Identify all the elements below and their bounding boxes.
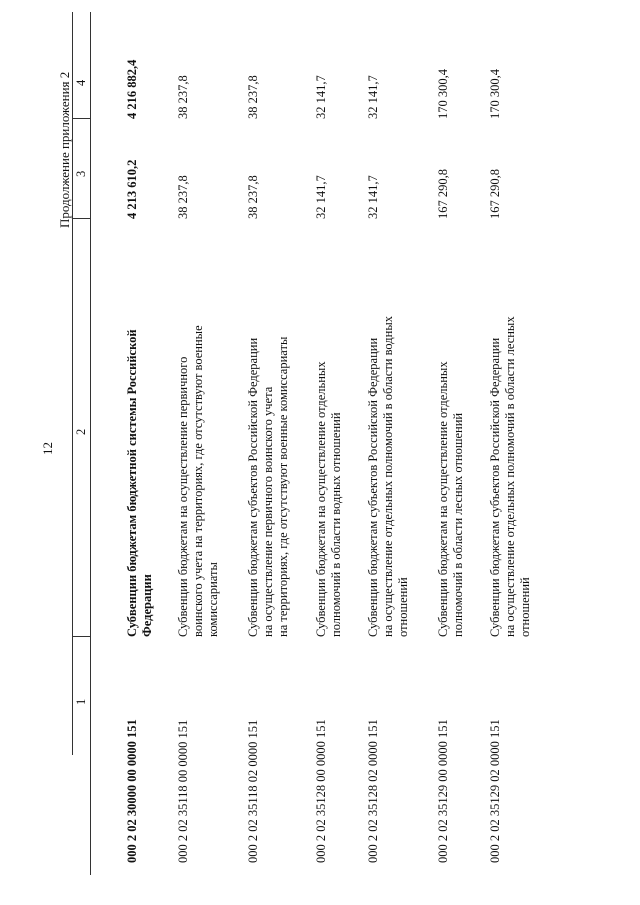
- column-number-2: 2: [74, 428, 88, 435]
- row-value-col4: 170 300,4: [436, 69, 450, 119]
- row-value-col4: 170 300,4: [488, 69, 502, 119]
- row-code: 000 2 02 35128 02 0000 151: [366, 719, 380, 863]
- row-value-col4: 32 141,7: [314, 75, 328, 119]
- row-description: Субвенции бюджетам субъектов Российской Федерации на осуществление первичного воинского учета на территориях, где отсутствуют военные комиссариаты: [246, 336, 290, 637]
- row-code: 000 2 02 35118 00 0000 151: [176, 719, 190, 863]
- row-value-col4: 38 237,8: [246, 75, 260, 119]
- row-code: 000 2 02 35128 00 0000 151: [314, 719, 328, 863]
- row-description: Субвенции бюджетам на осуществление отдельных полномочий в области водных отношений: [314, 361, 343, 637]
- row-description: Субвенции бюджетам на осуществление отдельных полномочий в области лесных отношений: [436, 361, 465, 637]
- column-divider: [72, 118, 90, 119]
- row-description: Субвенции бюджетам бюджетной системы Российской Федерации: [125, 329, 154, 637]
- row-value-col4: 32 141,7: [366, 75, 380, 119]
- row-value-col3: 4 213 610,2: [125, 159, 139, 219]
- row-value-col4: 38 237,8: [176, 75, 190, 119]
- row-value-col3: 167 290,8: [436, 169, 450, 219]
- row-value-col3: 32 141,7: [314, 175, 328, 219]
- row-value-col3: 38 237,8: [246, 175, 260, 219]
- column-number-3: 3: [74, 170, 88, 177]
- page-number: 12: [40, 442, 55, 455]
- row-description: Субвенции бюджетам субъектов Российской Федерации на осуществление отдельных полномочий в области лесных отношений: [488, 316, 532, 637]
- row-code: 000 2 02 35118 02 0000 151: [246, 719, 260, 863]
- header-top-rule: [72, 12, 73, 755]
- column-number-1: 1: [74, 698, 88, 705]
- row-value-col4: 4 216 882,4: [125, 59, 139, 119]
- row-code: 000 2 02 35129 00 0000 151: [436, 719, 450, 863]
- row-code: 000 2 02 30000 00 0000 151: [125, 719, 139, 863]
- row-description: Субвенции бюджетам на осуществление первичного воинского учета на территориях, где отсутствуют военные комиссариаты: [176, 325, 220, 637]
- row-description: Субвенции бюджетам субъектов Российской Федерации на осуществление отдельных полномочий в области водных отношений: [366, 315, 410, 637]
- column-divider: [72, 218, 90, 219]
- column-number-4: 4: [74, 79, 88, 86]
- column-divider: [72, 636, 90, 637]
- appendix-label: Продолжение приложения 2: [57, 71, 72, 228]
- row-value-col3: 38 237,8: [176, 175, 190, 219]
- header-bottom-rule: [90, 12, 91, 875]
- row-code: 000 2 02 35129 02 0000 151: [488, 719, 502, 863]
- row-value-col3: 167 290,8: [488, 169, 502, 219]
- row-value-col3: 32 141,7: [366, 175, 380, 219]
